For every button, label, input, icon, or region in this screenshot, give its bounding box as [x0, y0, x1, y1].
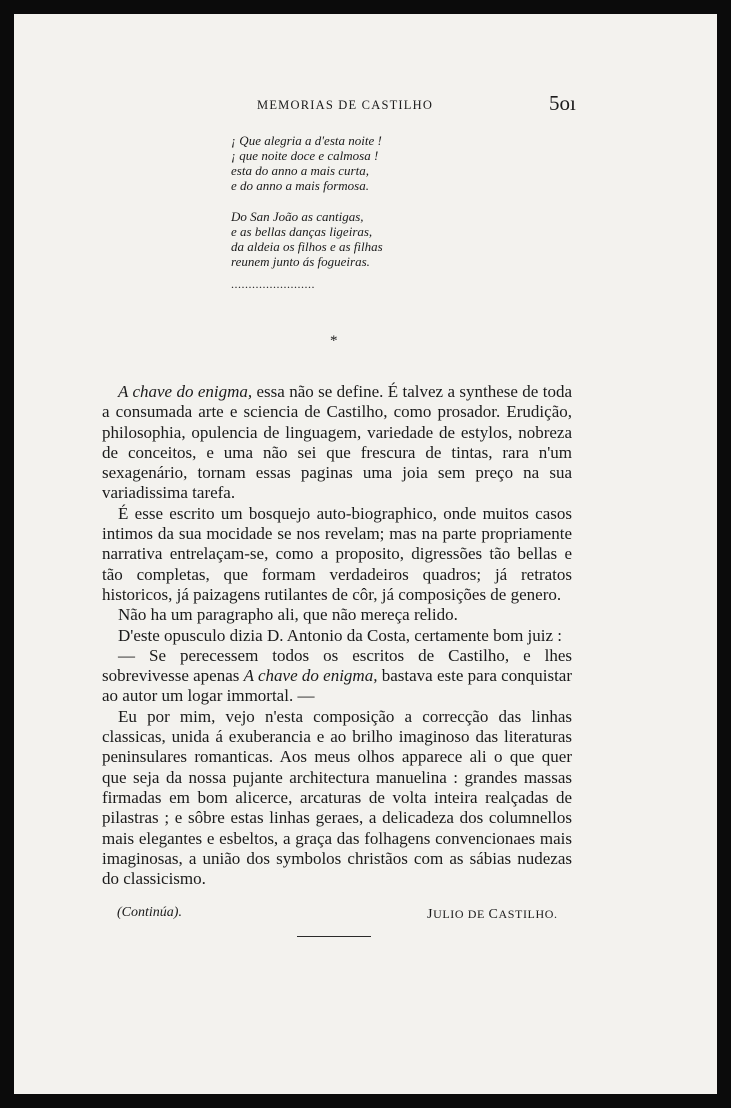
closing-rule: [297, 936, 371, 937]
poem-line: esta do anno a mais curta,: [231, 163, 369, 178]
book-title: A chave do enigma,: [118, 382, 253, 401]
body-text: [102, 382, 572, 889]
paragraph: Não ha um paragrapho ali, que não mereça relido.: [118, 605, 458, 625]
poem-line: da aldeia os filhos e as filhas: [231, 239, 383, 254]
section-separator: *: [330, 333, 338, 349]
continues-note: (Continúa).: [117, 905, 182, 920]
paragraph: É esse escrito um bosquejo auto-biographico, onde muitos casos intimos da sua mocidade se nos revelam; mas na parte propriamente narrativa entrelaçam-se, como a proposito, digressões tão bellas e tão completas, que formam verdadeiros quadros; já retratos historicos, já paizagens rutilantes de côr, já composições de genero.: [102, 503, 572, 604]
poem: [231, 133, 491, 292]
paragraph: [102, 382, 572, 504]
running-title: MEMORIAS DE CASTILHO: [257, 98, 434, 112]
poem-line: reunem junto ás fogueiras.: [231, 254, 370, 269]
paragraph: Eu por mim, vejo n'esta composição a correcção das linhas classicas, unida á exuberancia e ao brilho imaginoso das literaturas peninsulares romanticas. Aos meus olhos apparece ali o que quer que seja da nossa pujante architectura manuelina : grandes massas firmadas em bom alicerce, arcaturas de volta inteira realçadas de pilastras ; e sôbre estas linhas geraes, a delicadeza dos columnellos mais elegantes e esbeltos, a graça das folhagens convencionaes mais imaginosas, a união dos symbolos christãos com as sábias nudezas do classicismo.: [102, 706, 572, 889]
book-title: A chave do enigma,: [243, 666, 378, 686]
paragraph: D'este opusculo dizia D. Antonio da Costa, certamente bom juiz :: [118, 625, 563, 645]
paragraph-text: bastava este para conquistar ao autor um logar immortal. —: [102, 666, 572, 706]
ellipsis-dots: ........................: [231, 277, 315, 291]
author-signature: JULIO DE CASTILHO.: [427, 907, 558, 922]
poem-line: e do anno a mais formosa.: [231, 178, 369, 193]
paragraph-text: — Se perecessem todos os escritos de Castilho, e lhes sobrevivesse apenas: [102, 645, 572, 686]
poem-line: ¡ Que alegria a d'esta noite !: [231, 133, 382, 148]
page-footer: [14, 902, 717, 924]
poem-line: ¡ que noite doce e calmosa !: [231, 148, 379, 163]
poem-stanza: [231, 209, 491, 269]
poem-stanza: [231, 133, 491, 193]
paragraph-text: essa não se define. É talvez a synthese de toda a consumada arte e sciencia de Castilho, como prosador. Erudição, philosophia, opulencia de linguagem, variedade de estylos, nobreza de conceitos, e uma não sei que frescura de tintas, rara n'um sexagenário, tornam essas paginas uma joia sem preço na sua variadissima tarefa.: [102, 382, 572, 503]
book-page: [14, 14, 717, 1094]
poem-line: e as bellas danças ligeiras,: [231, 224, 373, 239]
quotation-paragraph: [102, 646, 572, 707]
page-header: [14, 91, 717, 115]
poem-line: Do San João as cantigas,: [231, 209, 364, 224]
page-number: 5oı: [549, 91, 576, 115]
